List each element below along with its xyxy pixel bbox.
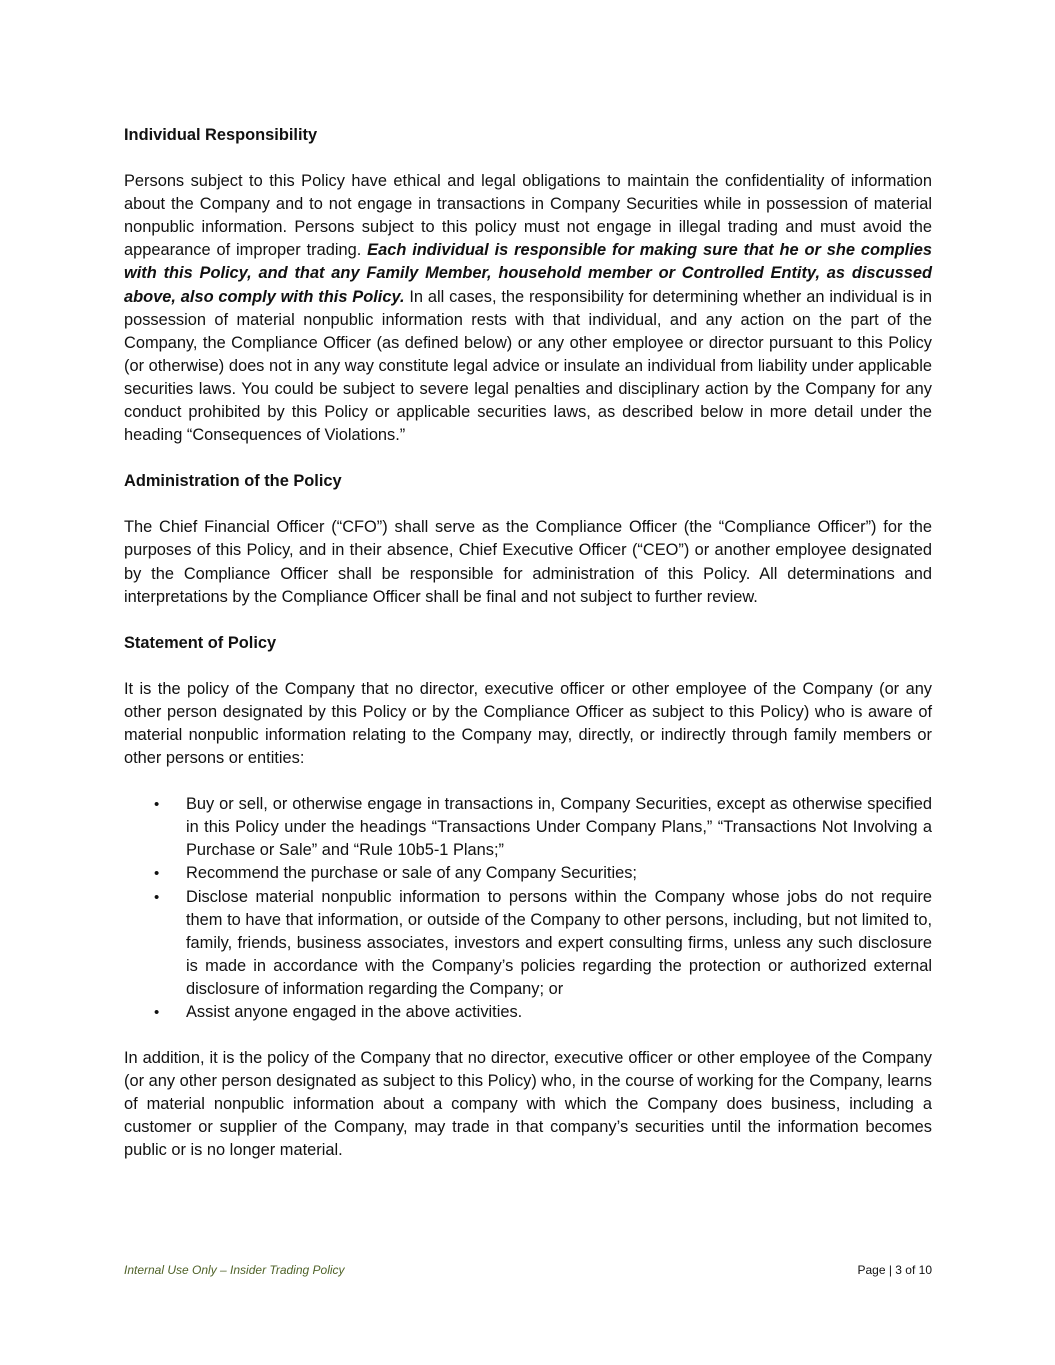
emphasized-text: Each individual is responsible for making sure that he or she complies with this Policy, and that any Family Member, household member or Controlled Entity, as discussed above, also comply with this Policy. bbox=[124, 241, 932, 306]
bullet-list bbox=[124, 793, 932, 1024]
list-item bbox=[154, 793, 932, 862]
list-item-text: Recommend the purchase or sale of any Company Securities; bbox=[186, 864, 637, 883]
list-item-text: Buy or sell, or otherwise engage in transactions in, Company Securities, except as otherwise specified in this Policy under the headings “Transactions Under Company Plans,” “Transactions Not Involving a Purchase or Sale” and “Rule 10b5-1 Plans;” bbox=[186, 795, 932, 860]
paragraph-administration: The Chief Financial Officer (“CFO”) shall serve as the Compliance Officer (the “Compliance Officer”) for the purposes of this Policy, and in their absence, Chief Executive Officer (“CEO”) or another employee designated by the Compliance Officer shall be responsible for administration of this Policy. All determinations and interpretations by the Compliance Officer shall be final and not subject to further review. bbox=[124, 518, 932, 606]
list-item bbox=[154, 1001, 932, 1024]
heading-individual-responsibility: Individual Responsibility bbox=[124, 126, 318, 144]
list-item-text: Disclose material nonpublic information to persons within the Company whose jobs do not require them to have that information, or outside of the Company to other persons, including, but not limited to, family, friends, business associates, investors and expert consulting firms, unless any such disclosure is made in accordance with the Company’s policies regarding the protection or authorized external disclosure of information regarding the Company; or bbox=[186, 887, 932, 998]
list-item bbox=[154, 862, 932, 885]
paragraph-text: Persons subject to this Policy have ethical and legal obligations to maintain the confidentiality of information about the Company and to not engage in transactions in Company Securities while in possession of material nonpublic information. Persons subject to this policy must not engage in illegal trading and must avoid the appearance of improper trading. bbox=[124, 172, 932, 260]
heading-statement-of-policy: Statement of Policy bbox=[124, 633, 277, 652]
list-item bbox=[154, 886, 932, 1001]
list-item-text: Assist anyone engaged in the above activities. bbox=[186, 1003, 523, 1021]
bullet-icon: • bbox=[154, 888, 160, 906]
paragraph-statement-intro: It is the policy of the Company that no director, executive officer or other employee of the Company (or any other person designated by this Policy or by the Compliance Officer as subject to this Policy) who is aware of material nonpublic information relating to the Company may, directly, or indirectly through family members or other persons or entities: bbox=[124, 679, 932, 768]
footer-page-number: Page | 3 of 10 bbox=[857, 1263, 932, 1277]
document-page bbox=[124, 124, 932, 1186]
paragraph-individual-responsibility bbox=[124, 170, 932, 447]
bullet-icon: • bbox=[154, 1004, 160, 1021]
bullet-icon: • bbox=[154, 796, 160, 814]
paragraph-statement-addition: In addition, it is the policy of the Company that no director, executive officer or other employee of the Company (or any other person designated as subject to this Policy) who, in the course of working for the Company, learns of material nonpublic information about a company with which the Company does business, including a customer or supplier of the Company, may trade in that company’s securities until the information becomes public or is no longer material. bbox=[124, 1049, 932, 1160]
footer-document-label: Internal Use Only – Insider Trading Policy bbox=[124, 1263, 345, 1277]
heading-administration: Administration of the Policy bbox=[124, 472, 342, 491]
paragraph-text: In all cases, the responsibility for determining whether an individual is in possession of material nonpublic information rests with that individual, and any action on the part of the Company, the Compliance Officer (as defined below) or any other employee or director pursuant to this Policy (or otherwise) does not in any way constitute legal advice or insulate an individual from liability under applicable securities laws. You could be subject to severe legal penalties and disciplinary action by the Company for any conduct prohibited by this Policy or applicable securities laws, as described below in more detail under the heading “Consequences of Violations.” bbox=[124, 287, 932, 445]
bullet-icon: • bbox=[154, 865, 160, 883]
